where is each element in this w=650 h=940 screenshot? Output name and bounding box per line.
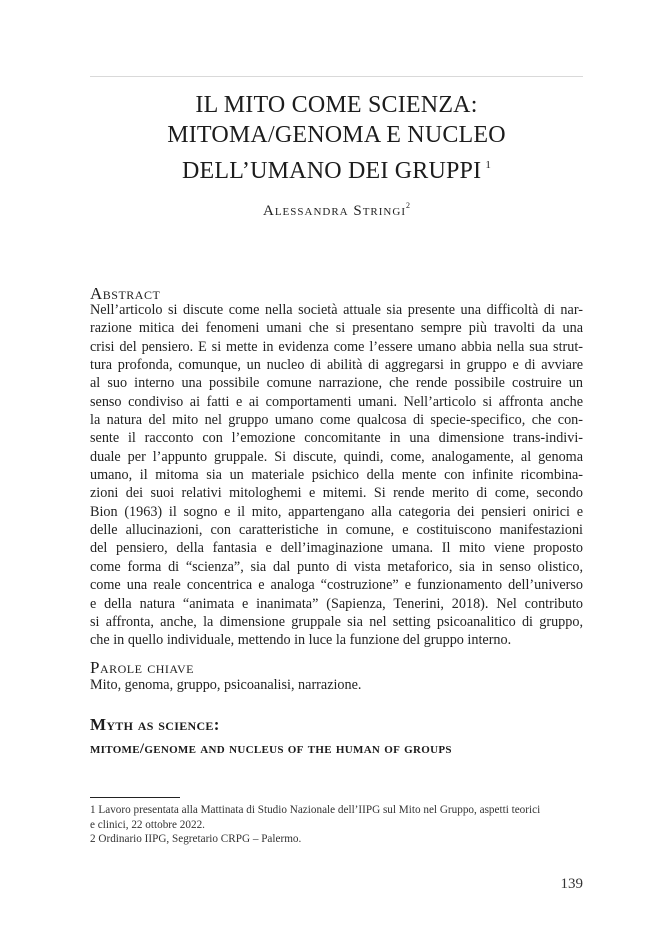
abstract-line: razione mitica dei fenomeni umani che si presentano sempre più travolti da una <box>90 320 583 337</box>
abstract-line: al suo interno una possibile comune narrazione, che rende possibile costruire un <box>90 375 583 392</box>
abstract-line: senso condiviso ai fatti e ai comportamenti umani. Nell’articolo si affronta anche <box>90 393 583 410</box>
abstract-line: delle allucinazioni, con caratteristiche in comune, e costituiscono manifestazioni <box>90 522 583 539</box>
author-footnote-marker: 2 <box>405 201 410 210</box>
abstract-line: tura profonda, comunque, un nucleo di abilità di aggregarsi in gruppo e di avviare <box>90 357 583 374</box>
abstract-line: che in quello individuale, mettendo in luce la funzione del gruppo interno. <box>90 632 512 649</box>
footnote-2: 2 Ordinario IIPG, Segretario CRPG – Palermo. <box>90 833 302 845</box>
footnote-1-line-1: 1 Lavoro presentata alla Mattinata di Studio Nazionale dell’IIPG sul Mito nel Gruppo, aspetti teorici <box>90 804 541 816</box>
footnote-1-line-2: e clinici, 22 ottobre 2022. <box>90 818 205 831</box>
abstract-line: Bion (1963) il sogno e il mito, appartengano alla categoria dei pensieri onirici e <box>90 503 583 520</box>
english-title-line-2: mitome/genome and nucleus of the human of groups <box>90 741 452 757</box>
abstract-line: la natura del mito nel gruppo umano come qualcosa di specie-specifico, che con- <box>90 412 583 429</box>
author-line <box>90 201 583 220</box>
keywords-heading: Parole chiave <box>90 658 194 677</box>
abstract-line: come forma di “scienza”, sia dal punto di vista metaforico, sia in senso olistico, <box>90 558 583 575</box>
abstract-line: crisi del pensiero. E si mette in evidenza come l’essere umano abbia nella sua strut- <box>90 338 583 355</box>
keywords-text: Mito, genoma, gruppo, psicoanalisi, narrazione. <box>90 677 362 693</box>
footnotes <box>90 803 583 847</box>
abstract-line: del pensiero, della fantasia e dell’imaginazione umana. Il mito viene proposto <box>90 540 583 557</box>
title-line-2: MITOMA/GENOMA E NUCLEO <box>167 122 506 148</box>
page-number: 139 <box>560 876 583 892</box>
abstract-line: come una reale concentrica e analoga “costruzione” e funzionamento dell’universo <box>90 577 583 594</box>
title-line-1: IL MITO COME SCIENZA: <box>195 92 478 118</box>
abstract-heading: Abstract <box>90 284 161 303</box>
title-line-3 <box>90 150 583 186</box>
abstract-line: e della natura “animata e inanimata” (Sapienza, Tenerini, 2018). Nel contributo <box>90 595 583 612</box>
title-footnote-marker: 1 <box>485 159 492 171</box>
abstract-body <box>90 301 583 650</box>
abstract-line: Nell’articolo si discute come nella società attuale sia presente una difficoltà di nar- <box>90 302 583 318</box>
author-name: Alessandra Stringi <box>263 203 406 219</box>
abstract-line: si affronta, anche, la dimensione gruppale sia nel setting psicoanalitico di gruppo, <box>90 613 583 630</box>
abstract-line: zioni dei suoi relativi mitologhemi e mitemi. Si rende merito di come, secondo <box>90 485 583 502</box>
abstract-line: duale per l’appunto gruppale. Si discute, quindi, come, analogamente, al genoma <box>90 448 583 465</box>
abstract-line: umano, il mitoma sia un materiale psichico della mente con infinite ricombina- <box>90 467 583 484</box>
abstract-line: sente il racconto con l’emozione concomitante in una dimensione trans-indivi- <box>90 430 583 447</box>
header-rule <box>90 76 583 77</box>
title-line-3-text: DELL’UMANO DEI GRUPPI <box>181 158 482 184</box>
footnote-rule <box>90 797 180 798</box>
english-title-line-1: Myth as science: <box>90 715 220 734</box>
article-title <box>90 90 583 186</box>
